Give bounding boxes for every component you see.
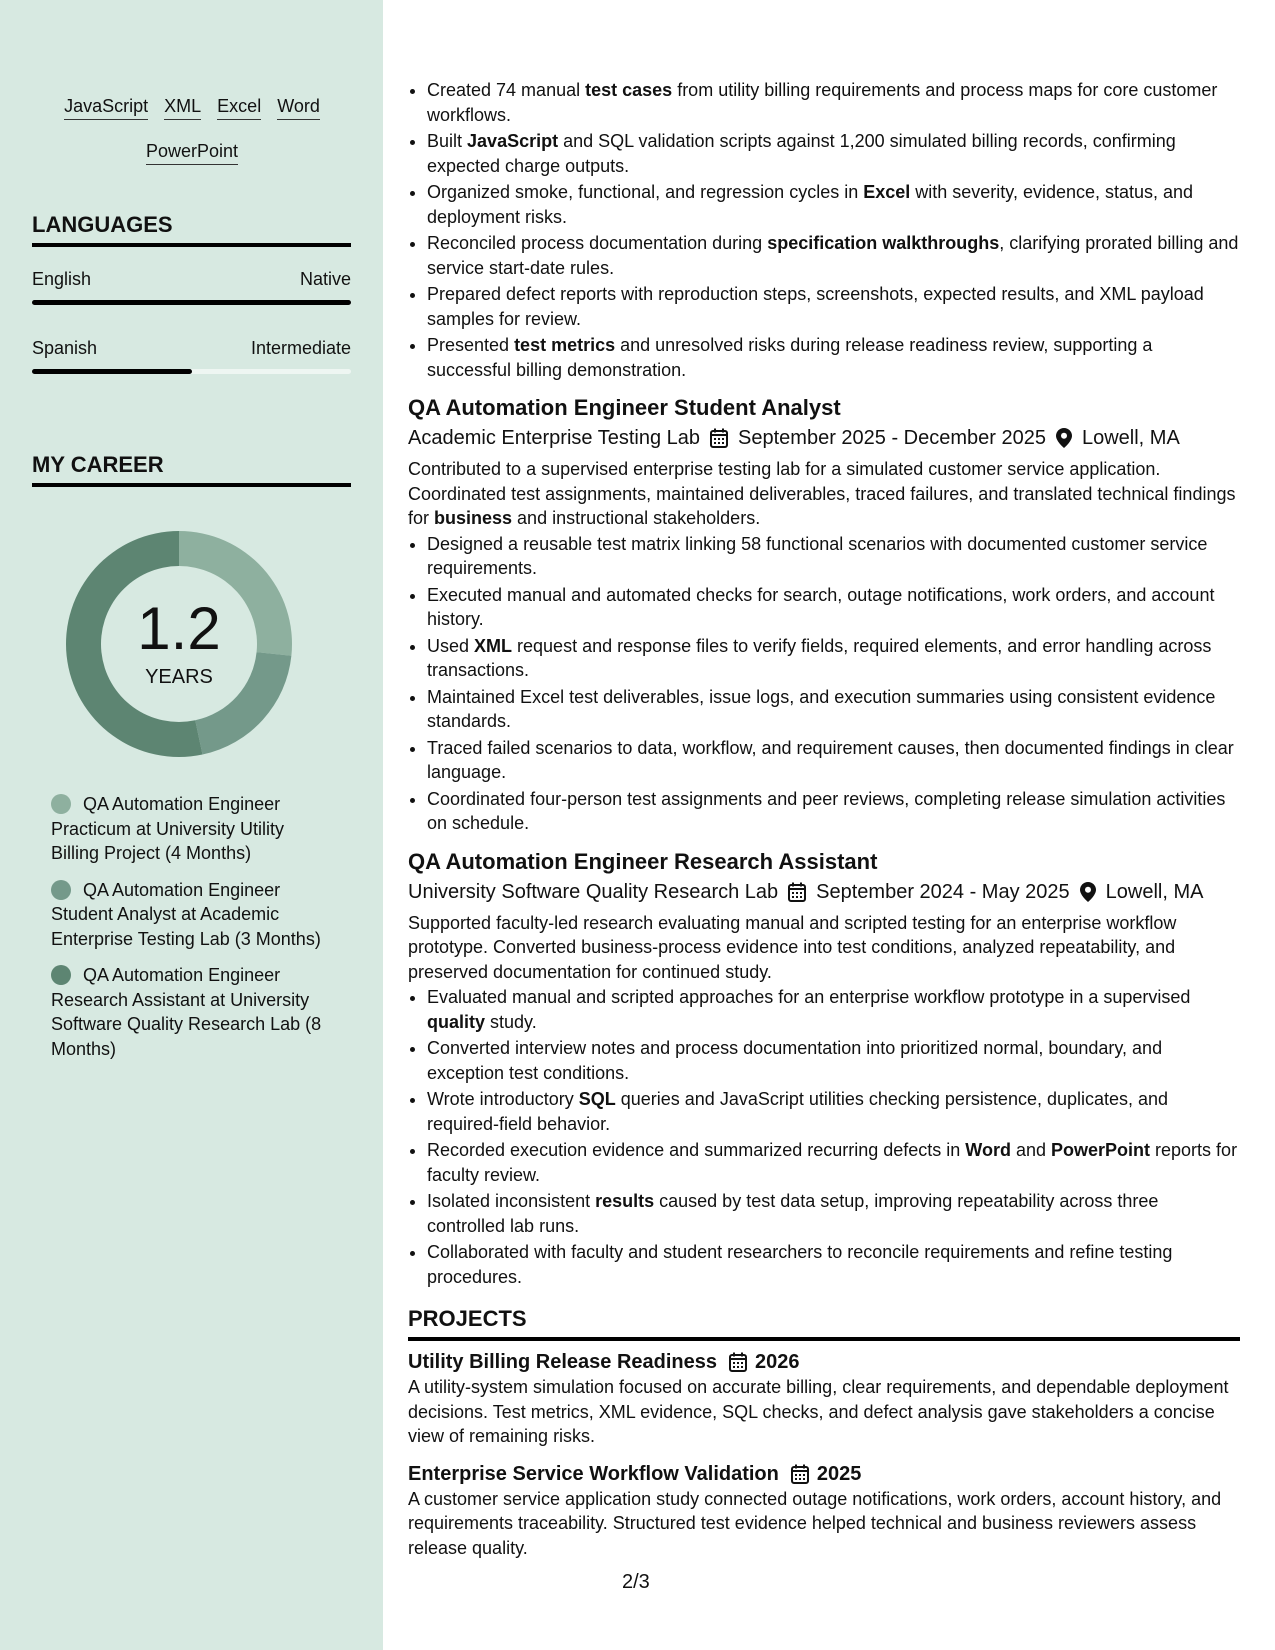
sidebar: [0, 0, 383, 1650]
bullet-item: • Organized smoke, functional, and regression cycles in Excel with severity, evidence, status, and deployment risks.: [427, 180, 1240, 229]
career-donut-chart: [64, 529, 294, 759]
languages-heading: LANGUAGES: [32, 211, 351, 247]
previous-job-bullets: [408, 78, 1240, 382]
skill-tag: Excel: [217, 95, 261, 120]
career-legend-text: QA Automation Engineer Practicum at University Utility Billing Project (4 Months): [51, 794, 285, 863]
bullet-item: • Coordinated four-person test assignments and peer reviews, completing release simulation activities on schedule.: [427, 787, 1240, 836]
bullet-item: • Collaborated with faculty and student researchers to reconcile requirements and refine testing procedures.: [427, 1240, 1240, 1289]
bullet-item: • Isolated inconsistent results caused by test data setup, improving repeatability across three controlled lab runs.: [427, 1189, 1240, 1238]
project-title: [408, 1349, 1240, 1375]
language-name: English: [32, 269, 92, 289]
bullet-item: • Evaluated manual and scripted approaches for an enterprise workflow prototype in a supervised quality study.: [427, 985, 1240, 1034]
skill-tag: XML: [164, 95, 201, 120]
career-heading: MY CAREER: [32, 451, 351, 487]
job-description: Contributed to a supervised enterprise testing lab for a simulated customer service application. Coordinated test assignments, maintained deliverables, traced failures, and translated technical findings for business and instructional stakeholders.: [408, 459, 1236, 528]
career-legend-text: QA Automation Engineer Research Assistant at University Software Quality Research Lab (8 Months): [51, 965, 322, 1059]
language-bar-english: [32, 300, 351, 305]
legend-dot: [51, 880, 71, 900]
skill-tag: JavaScript: [64, 95, 148, 120]
calendar-icon: [729, 1352, 747, 1372]
job-title: QA Automation Engineer Research Assistant: [408, 848, 878, 874]
career-years-value: 1.2: [137, 595, 221, 662]
bullet-item: • Traced failed scenarios to data, workflow, and requirement causes, then documented findings in clear language.: [427, 736, 1240, 785]
career-legend-item: [51, 878, 331, 952]
legend-dot: [51, 794, 71, 814]
skill-tag: PowerPoint: [146, 140, 238, 165]
project-description: A customer service application study connected outage notifications, work orders, account history, and requirements traceability. Structured test evidence helped technical and business reviewers assess release quality.: [408, 1488, 1222, 1558]
job-bullets: [408, 532, 1240, 836]
career-legend-text: QA Automation Engineer Student Analyst at Academic Enterprise Testing Lab (3 Months): [51, 879, 321, 949]
project-description: A utility-system simulation focused on accurate billing, clear requirements, and dependable deployment decisions. Test metrics, XML evidence, SQL checks, and defect analysis gave stakeholders a concise view of remaining risks.: [408, 1377, 1229, 1446]
main-content: [408, 78, 1240, 1560]
bullet-item: • Recorded execution evidence and summarized recurring defects in Word and PowerPoint reports for faculty review.: [427, 1138, 1240, 1187]
project-year: 2026: [755, 1351, 800, 1373]
project-name: Utility Billing Release Readiness: [408, 1351, 717, 1373]
skill-tag: Word: [277, 95, 320, 120]
legend-dot: [51, 965, 71, 985]
calendar-icon: [791, 1464, 809, 1484]
career-years-unit: YEARS: [145, 666, 213, 688]
bullet-item: • Maintained Excel test deliverables, issue logs, and execution summaries using consistent evidence standards.: [427, 685, 1240, 734]
language-bar-spanish: [32, 369, 351, 374]
job-description: Supported faculty-led research evaluating manual and scripted testing for an enterprise workflow prototype. Converted business-process evidence into test conditions, analyzed repeatability, and preserved documentation for continued study.: [408, 912, 1177, 982]
project-year: 2025: [816, 1462, 862, 1485]
bullet-item: • Presented test metrics and unresolved risks during release readiness review, supporting a successful billing demonstration.: [427, 333, 1240, 382]
project-name: Enterprise Service Workflow Validation: [408, 1462, 779, 1485]
bullet-item: • Built JavaScript and SQL validation scripts against 1,200 simulated billing records, confirming expected charge outputs.: [427, 129, 1240, 178]
company-name: Academic Enterprise Testing Lab: [408, 427, 701, 449]
job-location: Lowell, MA: [1081, 427, 1180, 449]
language-bar-fill: [32, 300, 351, 305]
language-bar-fill: [32, 369, 192, 374]
calendar-icon: [710, 428, 728, 448]
bullet-item: • Used XML request and response files to verify fields, required elements, and error handling across transactions.: [427, 634, 1240, 683]
company-name: University Software Quality Research Lab: [408, 880, 779, 903]
page-number: 2/3: [622, 1571, 650, 1593]
bullet-item: • Designed a reusable test matrix linking 58 functional scenarios with documented customer service requirements.: [427, 532, 1240, 581]
language-level: Native: [299, 269, 351, 289]
language-level: Intermediate: [250, 338, 351, 358]
location-pin-icon: [1080, 882, 1096, 902]
bullet-item: • Converted interview notes and process documentation into prioritized normal, boundary, and exception test conditions.: [427, 1036, 1240, 1085]
job-title: QA Automation Engineer Student Analyst: [408, 395, 841, 420]
skills-list: [32, 84, 352, 174]
job-dates: September 2025 - December 2025: [738, 427, 1046, 449]
location-pin-icon: [1056, 428, 1072, 448]
career-legend: [51, 792, 331, 1073]
bullet-item: • Created 74 manual test cases from utility billing requirements and process maps for core customer workflows.: [427, 78, 1240, 127]
job-bullets: [408, 985, 1240, 1289]
bullet-item: • Prepared defect reports with reproduction steps, screenshots, expected results, and XML payload samples for review.: [427, 282, 1240, 331]
language-row-spanish: [32, 337, 351, 359]
language-row-english: [32, 268, 351, 290]
job-meta: [408, 879, 1240, 905]
career-legend-item: [51, 963, 331, 1061]
calendar-icon: [788, 882, 806, 902]
project-title: [408, 1461, 1240, 1487]
career-legend-item: [51, 792, 331, 866]
bullet-item: • Wrote introductory SQL queries and JavaScript utilities checking persistence, duplicates, and required-field behavior.: [427, 1087, 1240, 1136]
job-meta: [408, 425, 1240, 451]
projects-heading: PROJECTS: [408, 1305, 1240, 1341]
job-location: Lowell, MA: [1105, 880, 1204, 903]
bullet-item: • Executed manual and automated checks for search, outage notifications, work orders, and account history.: [427, 583, 1240, 632]
job-dates: September 2024 - May 2025: [816, 880, 1070, 903]
bullet-item: • Reconciled process documentation during specification walkthroughs, clarifying prorated billing and service start-date rules.: [427, 231, 1240, 280]
language-name: Spanish: [32, 338, 98, 358]
